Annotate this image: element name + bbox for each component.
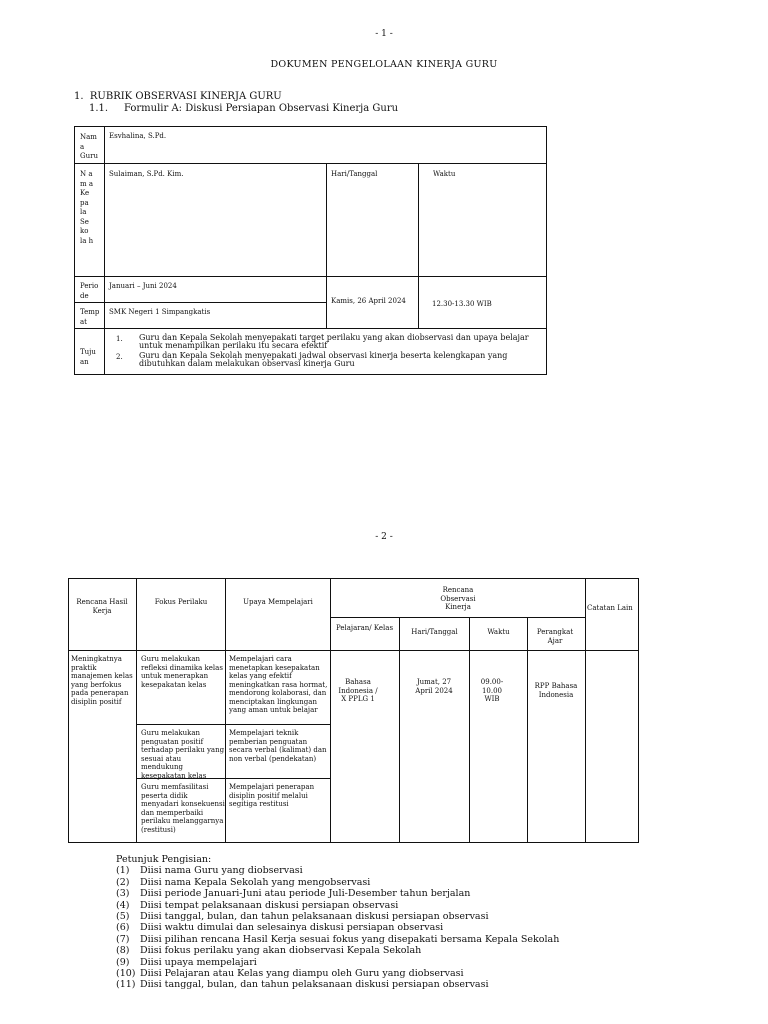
petunjuk-number: (1) <box>116 865 130 877</box>
header-fokus-perilaku: Fokus Perilaku <box>154 598 208 606</box>
value-kepala-sekolah: Sulaiman, S.Pd. Kim. <box>109 170 184 178</box>
petunjuk-item <box>116 900 559 911</box>
fokus-perilaku-3: Guru memfasilitasi peserta didik menyadari konsekuensi dan memperbaiki perilaku melanggarnya (restitusi) <box>141 783 225 834</box>
fokus-perilaku-2: Guru melakukan penguatan positif terhadap perilaku yang sesuai atau mendukung kesepakatan kelas <box>141 729 225 780</box>
petunjuk-text: Diisi pilihan rencana Hasil Kerja sesuai fokus yang disepakati bersama Kepala Sekolah <box>140 933 560 945</box>
form-divider <box>74 302 326 303</box>
hari-tanggal-value: Jumat, 27 April 2024 <box>415 678 453 695</box>
petunjuk-text: Diisi waktu dimulai dan selesainya diskusi persiapan observasi <box>140 922 444 934</box>
form-divider <box>74 163 547 164</box>
petunjuk-number: (3) <box>116 888 130 900</box>
form-divider <box>326 163 327 328</box>
petunjuk-text: Diisi tanggal, bulan, dan tahun pelaksanaan diskusi persiapan observasi <box>140 979 489 991</box>
petunjuk-number: (9) <box>116 956 130 968</box>
plan-divider <box>585 578 586 843</box>
header-upaya-mempelajari: Upaya Mempelajari <box>243 598 313 606</box>
header-rencana-observasi: Rencana Observasi Kinerja <box>440 586 476 611</box>
header-rencana-hasil-kerja: Rencana Hasil Kerja <box>76 598 128 615</box>
petunjuk-number: (4) <box>116 899 130 911</box>
header-pelajaran-kelas: Pelajaran/ Kelas <box>335 624 394 632</box>
label-tempat: Temp at <box>80 308 100 326</box>
petunjuk-item <box>116 945 559 956</box>
header-hari-tanggal: Hari/Tanggal <box>411 628 458 636</box>
upaya-mempelajari-3: Mempelajari penerapan disiplin positif melalui segitiga restitusi <box>229 783 315 808</box>
page-number-1: - 1 - <box>375 29 393 39</box>
petunjuk-item <box>116 979 559 990</box>
petunjuk-item <box>116 968 559 979</box>
petunjuk-text: Diisi nama Guru yang diobservasi <box>140 865 303 877</box>
petunjuk-text: Diisi nama Kepala Sekolah yang mengobservasi <box>140 876 371 888</box>
tujuan-item-2: Guru dan Kepala Sekolah menyepakati jadwal observasi kinerja beserta kelengkapan yang dibutuhkan dalam melakukan observasi kinerja Guru <box>139 351 508 369</box>
petunjuk-item <box>116 911 559 922</box>
petunjuk-item <box>116 888 559 899</box>
label-hari-tanggal: Hari/Tanggal <box>331 170 378 178</box>
petunjuk-number: (11) <box>116 979 136 991</box>
plan-divider <box>225 578 226 843</box>
petunjuk-number: (10) <box>116 968 136 980</box>
form-divider <box>74 328 547 329</box>
plan-divider <box>136 724 330 725</box>
value-periode: Januari – Juni 2024 <box>109 282 177 290</box>
petunjuk-number: (7) <box>116 933 130 945</box>
petunjuk-item <box>116 934 559 945</box>
header-catatan-lain: Catatan Lain <box>587 604 633 612</box>
petunjuk-text: Diisi tempat pelaksanaan diskusi persiapan observasi <box>140 899 399 911</box>
petunjuk-title: Petunjuk Pengisian: <box>116 854 212 865</box>
subsection-heading: 1.1. Formulir A: Diskusi Persiapan Observasi Kinerja Guru <box>89 103 399 114</box>
value-tanggal: Kamis, 26 April 2024 <box>331 297 406 305</box>
petunjuk-number: (2) <box>116 876 130 888</box>
waktu-value: 09.00- 10.00 WIB <box>480 678 504 703</box>
petunjuk-list <box>116 865 559 990</box>
tujuan-item-1: Guru dan Kepala Sekolah menyepakati target perilaku yang akan diobservasi dan upaya belajar untuk menampilkan perilaku itu secara efektif <box>139 333 529 351</box>
upaya-mempelajari-1: Mempelajari cara menetapkan kesepakatan kelas yang efektif meningkatkan rasa hormat, mendorong kolaborasi, dan menciptakan lingkungan yang aman untuk belajar <box>229 655 328 714</box>
petunjuk-item <box>116 877 559 888</box>
label-kepala-sekolah: N a m a Ke pa la Se ko la h <box>80 170 94 245</box>
value-tempat: SMK Negeri 1 Simpangkatis <box>109 308 211 316</box>
label-waktu: Waktu <box>433 170 456 178</box>
petunjuk-text: Diisi Pelajaran atau Kelas yang diampu oleh Guru yang diobservasi <box>140 968 464 980</box>
petunjuk-pengisian <box>116 854 559 991</box>
label-nama-guru: Nam a Guru <box>80 133 98 160</box>
label-periode: Perio de <box>80 282 99 300</box>
form-divider <box>418 163 419 328</box>
label-tujuan: Tuju an <box>80 348 96 366</box>
rencana-hasil-kerja-value: Meningkatnya praktik manajemen kelas yang berfokus pada penerapan disiplin positif <box>71 655 133 706</box>
plan-divider <box>136 578 137 843</box>
value-nama-guru: Esvhalina, S.Pd. <box>109 132 167 140</box>
pelajaran-kelas-value: Bahasa Indonesia / X PPLG 1 <box>338 678 378 703</box>
petunjuk-number: (8) <box>116 945 130 957</box>
fokus-perilaku-1: Guru melakukan refleksi dinamika kelas untuk menerapkan kesepakatan kelas <box>141 655 223 689</box>
page-number-2: - 2 - <box>375 532 393 542</box>
perangkat-ajar-value: RPP Bahasa Indonesia <box>534 682 578 699</box>
header-waktu: Waktu <box>487 628 510 636</box>
petunjuk-item <box>116 922 559 933</box>
tujuan-number: 2. <box>116 353 123 361</box>
petunjuk-number: (6) <box>116 922 130 934</box>
value-waktu: 12.30-13.30 WIB <box>432 300 492 308</box>
form-divider <box>74 276 547 277</box>
petunjuk-text: Diisi fokus perilaku yang akan diobservasi Kepala Sekolah <box>140 945 422 957</box>
upaya-mempelajari-2: Mempelajari teknik pemberian penguatan secara verbal (kalimat) dan non verbal (pendekatan) <box>229 729 327 763</box>
petunjuk-text: Diisi upaya mempelajari <box>140 956 257 968</box>
petunjuk-number: (5) <box>116 911 130 923</box>
tujuan-number: 1. <box>116 335 123 343</box>
petunjuk-item <box>116 865 559 876</box>
plan-divider <box>68 650 639 651</box>
section-heading: 1. RUBRIK OBSERVASI KINERJA GURU <box>74 91 282 102</box>
document-title: DOKUMEN PENGELOLAAN KINERJA GURU <box>270 59 498 70</box>
header-perangkat-ajar: Perangkat Ajar <box>536 628 574 645</box>
petunjuk-text: Diisi periode Januari-Juni atau periode Juli-Desember tahun berjalan <box>140 888 471 900</box>
petunjuk-text: Diisi tanggal, bulan, dan tahun pelaksanaan diskusi persiapan observasi <box>140 911 489 923</box>
plan-divider <box>330 617 585 618</box>
petunjuk-item <box>116 957 559 968</box>
